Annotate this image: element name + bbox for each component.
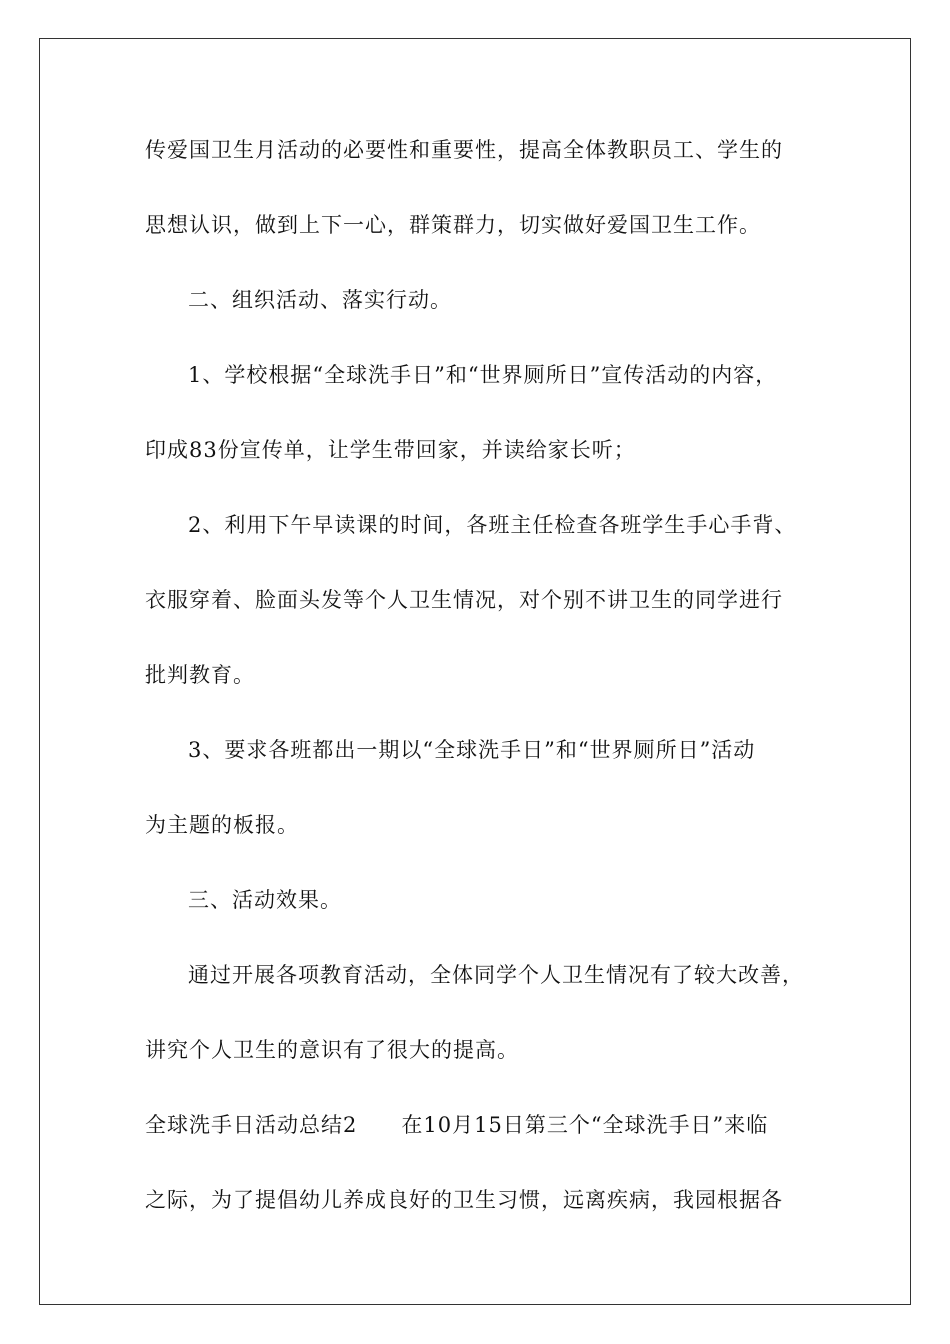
- text-line: 思想认识，做到上下一心，群策群力，切实做好爱国卫生工作。: [145, 213, 761, 237]
- text-line: 通过开展各项教育活动，全体同学个人卫生情况有了较大改善，: [188, 963, 804, 987]
- text-line: 衣服穿着、脸面头发等个人卫生情况，对个别不讲卫生的同学进行: [145, 588, 783, 612]
- section-heading: 二、组织活动、落实行动。: [188, 288, 452, 312]
- text-line: 传爱国卫生月活动的必要性和重要性，提高全体教职员工、学生的: [145, 138, 783, 162]
- text-line: 讲究个人卫生的意识有了很大的提高。: [145, 1038, 519, 1062]
- text-line: 批判教育。: [145, 663, 255, 687]
- text-line: 在10月15日第三个“全球洗手日”来临: [401, 1113, 769, 1137]
- text-line: [145, 1112, 768, 1138]
- text-line: 为主题的板报。: [145, 813, 299, 837]
- section-heading: 三、活动效果。: [188, 888, 342, 912]
- text-line: 之际，为了提倡幼儿养成良好的卫生习惯，远离疾病，我园根据各: [145, 1188, 783, 1212]
- summary-title: 全球洗手日活动总结2: [145, 1113, 358, 1137]
- text-line: 1、学校根据“全球洗手日”和“世界厕所日”宣传活动的内容，: [188, 363, 778, 387]
- text-line: 2、利用下午早读课的时间，各班主任检查各班学生手心手背、: [188, 513, 797, 537]
- text-line: 3、要求各班都出一期以“全球洗手日”和“世界厕所日”活动: [188, 738, 756, 762]
- text-line: 印成83份宣传单，让学生带回家，并读给家长听；: [145, 438, 636, 462]
